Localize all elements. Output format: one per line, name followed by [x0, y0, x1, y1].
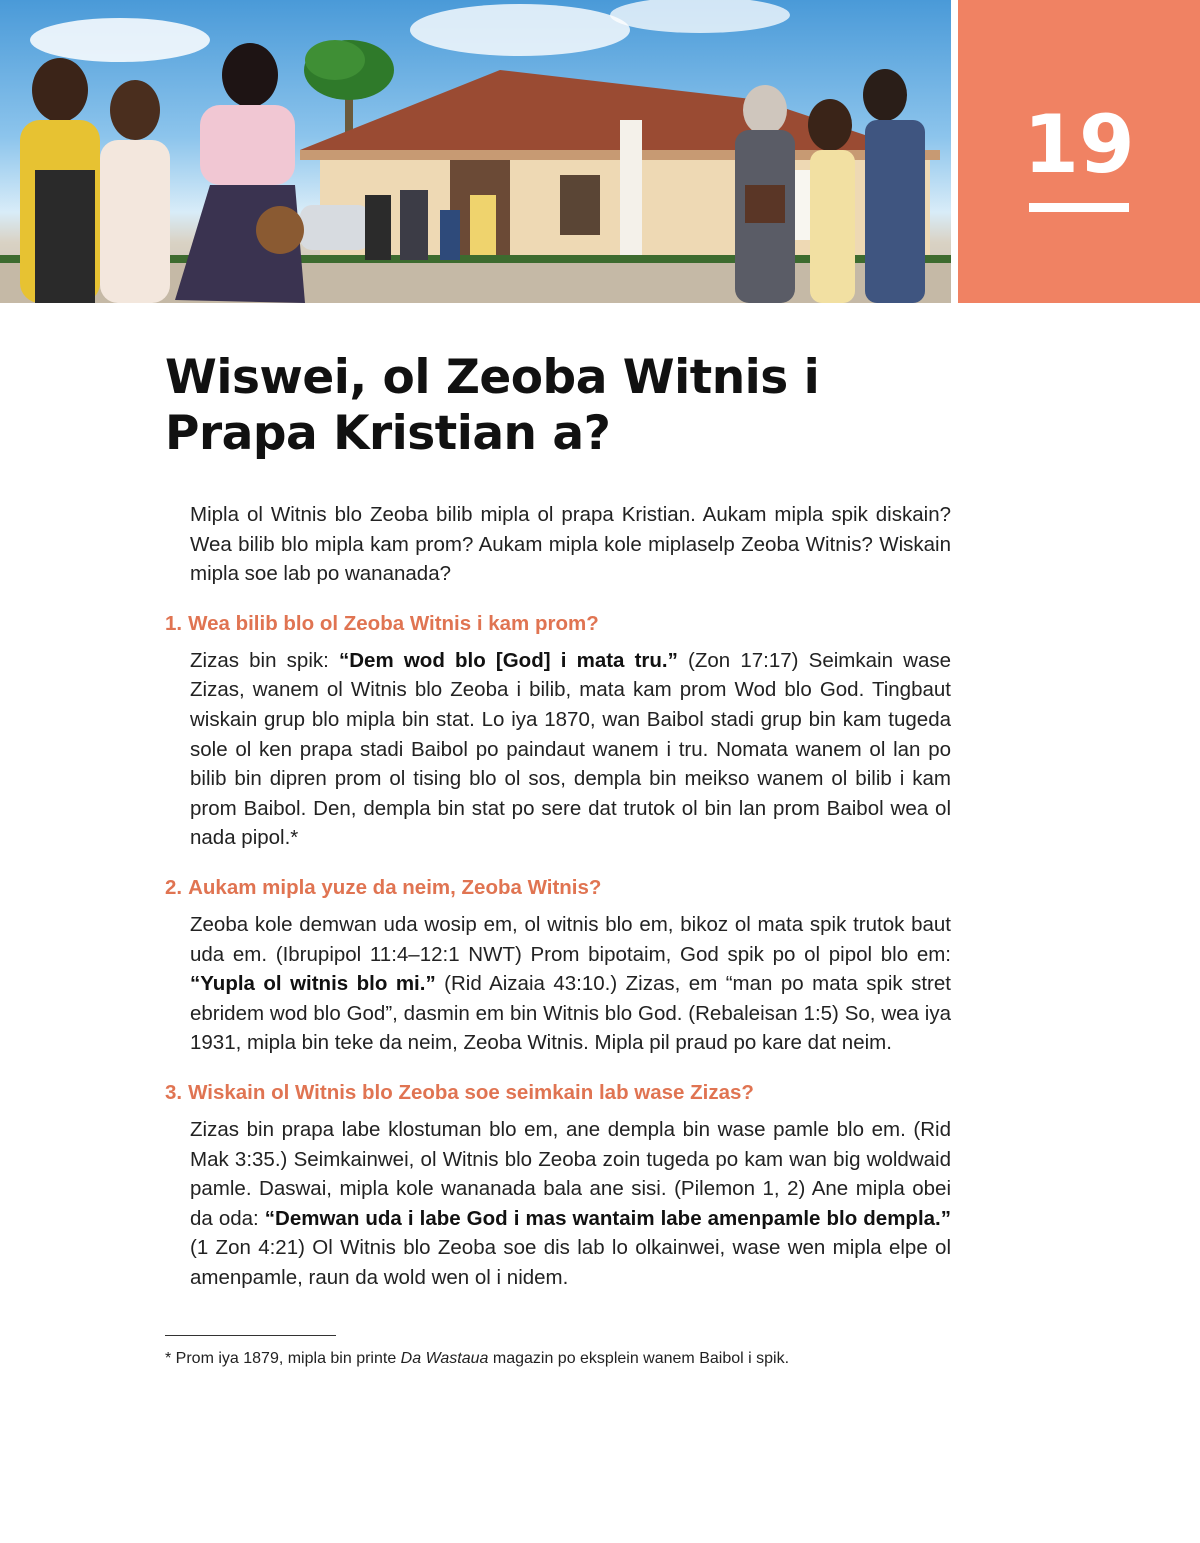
section-3-paragraph — [190, 1115, 951, 1293]
lesson-number-underline — [1029, 203, 1129, 212]
page-title: Wiswei, ol Zeoba Witnis i Prapa Kristian a? — [165, 350, 820, 461]
footnote — [165, 1348, 965, 1370]
section-1-paragraph — [190, 646, 951, 853]
footnote-divider — [165, 1335, 336, 1336]
section-3-text-b: (1 Zon 4:21) Ol Witnis blo Zeoba soe dis lab lo olkainwei, wase wen mipla elpe ol amenpamle, raun da wold wen ol i nidem. — [190, 1236, 951, 1289]
section-2-heading-text: Aukam mipla yuze da neim, Zeoba Witnis? — [188, 875, 602, 899]
section-1-heading — [165, 610, 951, 638]
section-3-text-a: Zizas bin prapa labe klostuman blo em, ane dempla bin wase pamle blo em. (Rid Mak 3:35.) Seimkainwei, ol Witnis blo Zeoba zoin tugeda po kam wan big woldwaid pamle. Daswai, mipla kole wananada bala ane sisi. (Pilemon 1, 2) Ane mipla obei da oda: — [190, 1117, 951, 1230]
section-2-text-b: (Rid Aizaia 43:10.) Zizas, em “man po mata spik stret ebridem wod blo God”, dasmin em bin Witnis blo God. (Rebaleisan 1:5) So, wea iya 1931, mipla bin teke da neim, Zeoba Witnis. Mipla pil praud po kare dat neim. — [190, 972, 951, 1055]
lesson-content — [165, 500, 951, 1292]
header-photo — [0, 0, 951, 303]
section-2-text-a: Zeoba kole demwan uda wosip em, ol witnis blo em, bikoz ol mata spik trutok baut uda em. (Ibrupipol 11:4–12:1 NWT) Prom bipotaim, God spik po ol pipol blo em: — [190, 912, 951, 966]
section-1-text-b: (Zon 17:17) Seimkain wase Zizas, wanem ol Witnis blo Zeoba i bilib, mata kam prom Wod blo God. Tingbaut wiskain grup blo mipla bin stat. Lo iya 1870, wan Baibol stadi grup bin kam tugeda sole ol ken prapa stadi Baibol po paindaut wanem i tru. Nomata wanem ol lan po bilib bin dipren prom ol tising blo ol sos, dempla bin meikso wanem ol bilib i kam prom Baibol. Den, dempla bin stat po sere dat trutok ol bin lan prom Baibol wea ol nada pipol.* — [190, 648, 952, 850]
section-3-heading — [165, 1079, 951, 1107]
section-2-heading — [165, 874, 951, 902]
section-1-heading-text: Wea bilib blo ol Zeoba Witnis i kam prom? — [188, 611, 599, 635]
section-3-number: 3. — [165, 1080, 183, 1104]
section-1-text-a: Zizas bin spik: — [190, 648, 339, 672]
section-3-heading-text: Wiskain ol Witnis blo Zeoba soe seimkain lab wase Zizas? — [188, 1080, 754, 1104]
lesson-number: 19 — [1023, 98, 1135, 191]
congregation-photo-icon — [0, 0, 951, 303]
footnote-text-b: magazin po eksplein wanem Baibol i spik. — [488, 1350, 790, 1367]
section-1-number: 1. — [165, 611, 183, 635]
section-1-quote: “Dem wod blo [God] i mata tru.” — [339, 648, 678, 672]
section-2-quote: “Yupla ol witnis blo mi.” — [190, 972, 436, 996]
intro-paragraph: Mipla ol Witnis blo Zeoba bilib mipla ol prapa Kristian. Aukam mipla spik diskain? Wea bilib blo mipla kam prom? Aukam mipla kole miplaselp Zeoba Witnis? Wiskain mipla soe lab po wananada? — [190, 503, 951, 586]
section-3-quote: “Demwan uda i labe God i mas wantaim labe amenpamle blo dempla.” — [264, 1206, 951, 1230]
section-2-paragraph — [190, 910, 951, 1058]
lesson-number-block — [958, 0, 1200, 303]
footnote-text-a: * Prom iya 1879, mipla bin printe — [165, 1350, 401, 1367]
section-2-number: 2. — [165, 875, 183, 899]
footnote-magazine-title: Da Wastaua — [400, 1350, 489, 1367]
